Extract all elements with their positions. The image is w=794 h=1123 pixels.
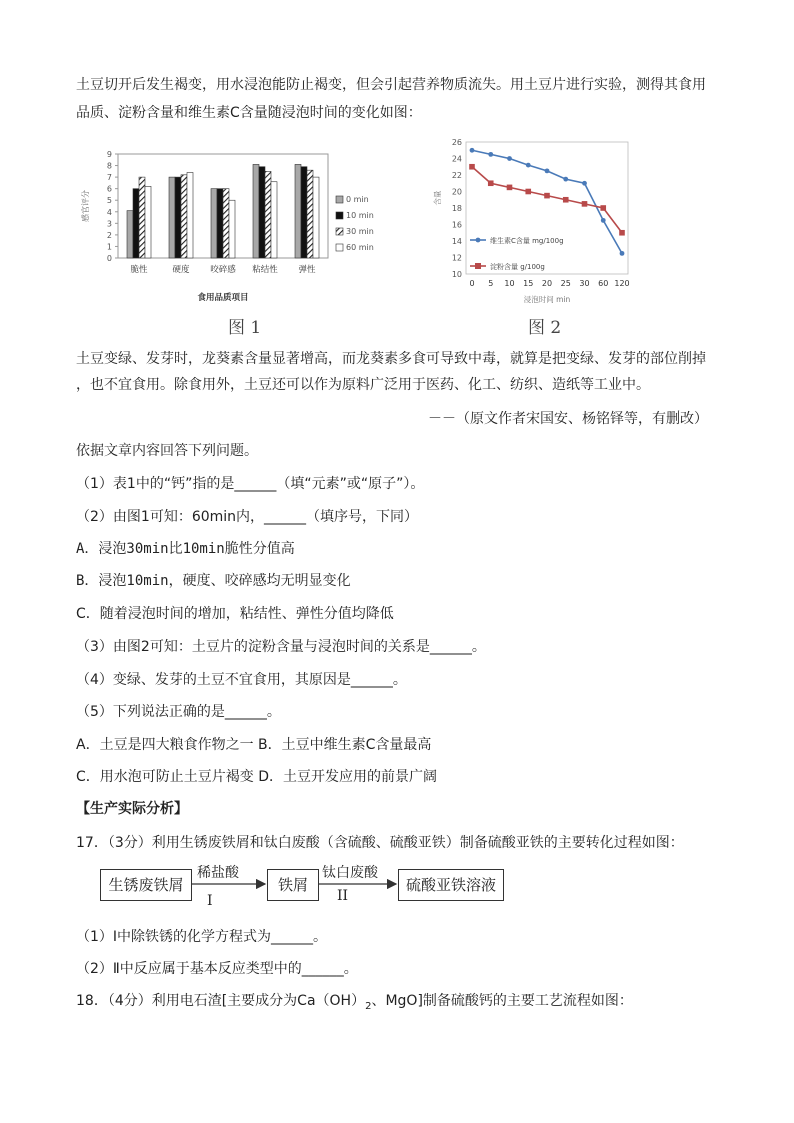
flow-arrow2-step: II xyxy=(337,888,349,904)
flow-box-iron-filings: 铁屑 xyxy=(267,869,319,901)
question-2-option-c: C．随着浸泡时间的增加，粘结性、弹性分值均降低 xyxy=(76,606,394,622)
legend-swatch xyxy=(336,228,343,235)
legend-label: 60 min xyxy=(346,243,374,252)
y-tick-label: 9 xyxy=(106,150,112,159)
y-tick-label: 6 xyxy=(106,184,112,194)
y-tick-label: 26 xyxy=(451,138,462,147)
y-tick-label: 24 xyxy=(451,154,462,164)
y-tick-label: 20 xyxy=(451,187,462,197)
legend-marker xyxy=(475,263,481,269)
x-tick-label: 10 xyxy=(504,279,515,288)
q18-stem-pre: 18．（4分）利用电石渣[主要成分为Ca（OH） xyxy=(76,993,366,1009)
question-4: （4）变绿、发芽的土豆不宜食用，其原因是______。 xyxy=(76,672,407,688)
y-tick-label: 8 xyxy=(106,161,112,171)
data-point xyxy=(507,185,513,191)
bar xyxy=(313,177,319,258)
flow-arrows xyxy=(190,876,400,896)
legend-label: 维生素C含量 mg/100g xyxy=(490,237,564,245)
series-line xyxy=(472,167,622,233)
para2-line-1: 土豆变绿、发芽时，龙葵素含量显著增高，而龙葵素多食可导致中毒，就算是把变绿、发芽的部位削掉 xyxy=(76,351,706,367)
data-point xyxy=(525,189,531,195)
bar xyxy=(127,211,133,258)
legend-swatch xyxy=(336,196,343,203)
question-1: （1）表1中的“钙”指的是______（填“元素”或“原子”）。 xyxy=(76,476,425,492)
bar xyxy=(265,171,271,258)
q18-stem-post: 、MgO]制备硫酸钙的主要工艺流程如图： xyxy=(371,993,633,1009)
y-tick-label: 7 xyxy=(106,173,112,183)
bar xyxy=(133,189,139,258)
flow-arrow1-step: I xyxy=(207,893,213,909)
question-2: （2）由图1可知：60min内，______（填序号，下同） xyxy=(76,509,419,525)
source-attribution: －－（原文作者宋国安、杨铭铎等，有删改） xyxy=(428,411,708,427)
bar xyxy=(301,167,307,258)
data-point xyxy=(470,148,475,153)
x-tick-label: 120 xyxy=(614,279,630,288)
data-point xyxy=(563,197,569,203)
data-point xyxy=(544,193,550,199)
x-tick-label: 25 xyxy=(560,279,571,288)
q18-subscript: 2 xyxy=(365,1000,372,1012)
flow-arrow1-reagent: 稀盐酸 xyxy=(197,865,239,881)
bar xyxy=(211,189,217,258)
data-point xyxy=(582,181,587,186)
intro-line-1: 土豆切开后发生褐变，用水浸泡能防止褐变，但会引起营养物质流失。用土豆片进行实验，测得其食用 xyxy=(76,77,706,93)
x-tick-label: 20 xyxy=(541,279,553,288)
data-point xyxy=(601,218,606,223)
question-18-stem xyxy=(76,992,633,1016)
y-axis-label: 含量 xyxy=(433,190,442,206)
data-point xyxy=(507,156,512,161)
x-tick-label: 0 xyxy=(469,279,475,288)
x-tick-label: 弹性 xyxy=(298,265,316,275)
y-tick-label: 10 xyxy=(451,270,462,279)
bar xyxy=(181,175,187,258)
y-tick-label: 0 xyxy=(106,254,112,263)
y-axis-label: 感官评分 xyxy=(81,190,90,222)
x-tick-label: 粘结性 xyxy=(252,265,278,275)
x-tick-label: 5 xyxy=(488,279,494,288)
data-point xyxy=(620,251,625,256)
y-tick-label: 2 xyxy=(106,230,112,240)
bar xyxy=(307,170,313,258)
data-point xyxy=(488,152,493,157)
x-tick-label: 60 xyxy=(598,279,609,288)
bar xyxy=(145,186,151,258)
figure-1-bar-chart xyxy=(76,140,416,310)
y-tick-label: 18 xyxy=(451,204,462,213)
legend-label: 淀粉含量 g/100g xyxy=(490,263,545,271)
x-tick-label: 脆性 xyxy=(130,265,148,275)
x-tick-label: 30 xyxy=(579,279,590,288)
legend-label: 0 min xyxy=(346,195,369,204)
y-tick-label: 14 xyxy=(451,237,462,246)
bar xyxy=(175,177,181,258)
x-axis-label: 食用品质项目 xyxy=(197,293,249,303)
y-tick-label: 5 xyxy=(106,196,112,206)
bar xyxy=(217,189,223,258)
bar xyxy=(187,172,193,258)
bar xyxy=(169,177,175,258)
data-point xyxy=(469,164,475,170)
data-point xyxy=(582,201,588,207)
question-3: （3）由图2可知：土豆片的淀粉含量与浸泡时间的关系是______。 xyxy=(76,639,486,655)
data-point xyxy=(619,230,625,236)
y-tick-label: 1 xyxy=(106,242,112,252)
flow-arrow2-reagent: 钛白废酸 xyxy=(322,865,378,881)
question-prompt: 依据文章内容回答下列问题。 xyxy=(76,443,258,459)
question-5: （5）下列说法正确的是______。 xyxy=(76,704,281,720)
intro-line-2: 品质、淀粉含量和维生素C含量随浸泡时间的变化如图： xyxy=(76,105,422,121)
question-2-option-a: A．浸泡30min比10min脆性分值高 xyxy=(76,541,295,557)
legend-swatch xyxy=(336,244,343,251)
question-2-option-b: B．浸泡10min，硬度、咬碎感均无明显变化 xyxy=(76,573,351,589)
x-tick-label: 咬碎感 xyxy=(210,265,236,275)
bar xyxy=(229,200,235,258)
question-17-stem: 17．（3分）利用生锈废铁屑和钛白废酸（含硫酸、硫酸亚铁）制备硫酸亚铁的主要转化过程如图： xyxy=(76,835,684,851)
figure-2-line-chart xyxy=(424,134,630,314)
para2-line-2: ，也不宜食用。除食用外，土豆还可以作为原料广泛用于医药、化工、纺织、造纸等工业中。 xyxy=(76,377,650,393)
figure-1-caption: 图 1 xyxy=(228,318,262,338)
y-tick-label: 3 xyxy=(106,219,112,229)
question-17-sub-1: （1）Ⅰ中除铁锈的化学方程式为______。 xyxy=(76,929,328,945)
bar xyxy=(259,167,265,258)
data-point xyxy=(545,168,550,173)
bar xyxy=(223,189,229,258)
flow-box-ferrous-sulfate: 硫酸亚铁溶液 xyxy=(398,869,504,901)
y-tick-label: 22 xyxy=(451,171,462,180)
bar xyxy=(139,177,145,258)
x-tick-label: 硬度 xyxy=(172,265,190,275)
bar xyxy=(271,182,277,258)
legend-label: 30 min xyxy=(346,227,374,236)
data-point xyxy=(600,205,606,211)
data-point xyxy=(563,177,568,182)
section-header: 【生产实际分析】 xyxy=(76,801,188,817)
data-point xyxy=(488,180,494,186)
question-5-options-cd: C．用水泡可防止土豆片褐变 D．土豆开发应用的前景广阔 xyxy=(76,769,438,785)
x-tick-label: 15 xyxy=(523,279,534,288)
bar xyxy=(295,164,301,258)
legend-marker xyxy=(476,238,481,243)
y-tick-label: 16 xyxy=(451,220,462,230)
figure-2-caption: 图 2 xyxy=(528,318,562,338)
legend-label: 10 min xyxy=(346,211,374,220)
x-axis-label: 浸泡时间 min xyxy=(523,295,571,304)
flow-box-rusty-iron: 生锈废铁屑 xyxy=(100,869,192,901)
data-point xyxy=(526,163,531,168)
question-17-sub-2: （2）Ⅱ中反应属于基本反应类型中的______。 xyxy=(76,961,358,977)
question-5-options-ab: A．土豆是四大粮食作物之一 B．土豆中维生素C含量最高 xyxy=(76,737,432,753)
y-tick-label: 12 xyxy=(451,253,462,263)
bar xyxy=(253,164,259,258)
legend-swatch xyxy=(336,212,343,219)
y-tick-label: 4 xyxy=(106,207,112,217)
